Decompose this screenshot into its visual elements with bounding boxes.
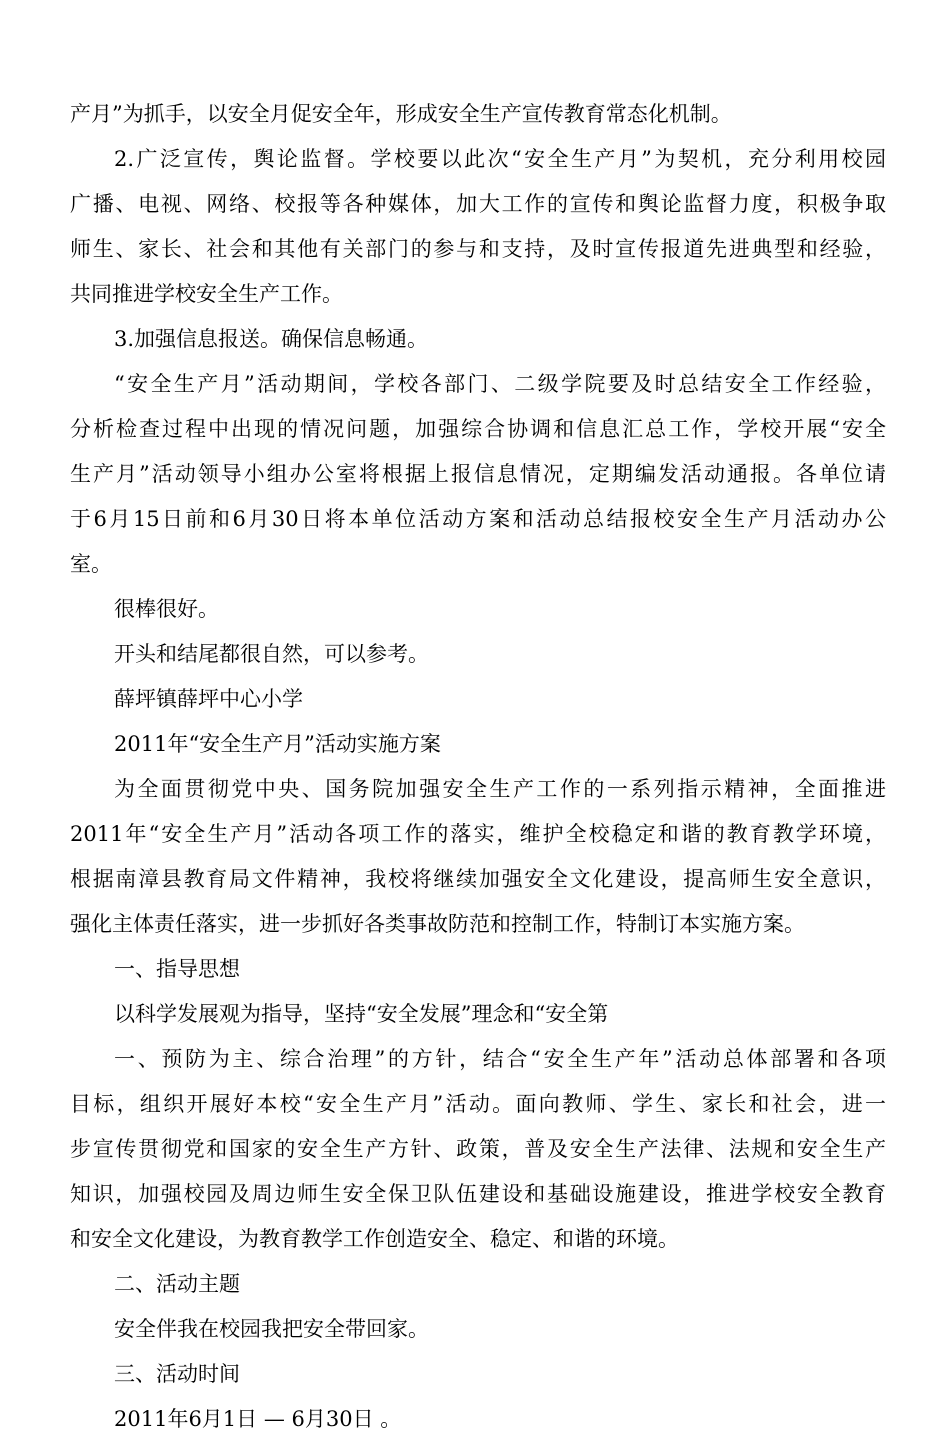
document-page: [70, 92, 886, 1442]
paragraph-line: 知识，加强校园及周边师生安全保卫队伍建设和基础设施建设，推进学校安全教育: [70, 1182, 886, 1206]
paragraph-line: 共同推进学校安全生产工作。: [70, 282, 343, 306]
paragraph-line: 生产月”活动领导小组办公室将根据上报信息情况，定期编发活动通报。各单位请: [70, 462, 886, 486]
section-heading: 三、活动时间: [114, 1362, 240, 1386]
paragraph-line: 室。: [70, 552, 112, 576]
paragraph-line: 强化主体责任落实，进一步抓好各类事故防范和控制工作，特制订本实施方案。: [70, 912, 805, 936]
paragraph-line: 于6月15日前和6月30日将本单位活动方案和活动总结报校安全生产月活动办公: [70, 507, 886, 531]
paragraph-line: 目标，组织开展好本校“安全生产月”活动。面向教师、学生、家长和社会，进一: [70, 1092, 886, 1116]
paragraph-line: 3.加强信息报送。确保信息畅通。: [114, 327, 429, 351]
section-heading: 二、活动主题: [114, 1272, 240, 1296]
paragraph-line: 产月”为抓手，以安全月促安全年，形成安全生产宣传教育常态化机制。: [70, 102, 732, 126]
paragraph-line: “安全生产月”活动期间，学校各部门、二级学院要及时总结安全工作经验，: [114, 372, 886, 396]
paragraph-line: 和安全文化建设，为教育教学工作创造安全、稳定、和谐的环境。: [70, 1227, 679, 1251]
paragraph-line: 根据南漳县教育局文件精神，我校将继续加强安全文化建设，提高师生安全意识，: [70, 867, 886, 891]
paragraph-line: 很棒很好。: [114, 597, 219, 621]
paragraph-line: 一、预防为主、综合治理”的方针，结合“安全生产年”活动总体部署和各项: [114, 1047, 886, 1071]
paragraph-line: 步宣传贯彻党和国家的安全生产方针、政策，普及安全生产法律、法规和安全生产: [70, 1137, 886, 1161]
paragraph-line: 开头和结尾都很自然，可以参考。: [114, 642, 429, 666]
school-name: 薛坪镇薛坪中心小学: [114, 687, 303, 711]
paragraph-line: 2.广泛宣传，舆论监督。学校要以此次“安全生产月”为契机，充分利用校园: [114, 147, 886, 171]
paragraph-line: 以科学发展观为指导，坚持“安全发展”理念和“安全第: [114, 1002, 609, 1026]
paragraph-line: 为全面贯彻党中央、国务院加强安全生产工作的一系列指示精神，全面推进: [114, 777, 886, 801]
paragraph-line: 2011年“安全生产月”活动各项工作的落实，维护全校稳定和谐的教育教学环境，: [70, 822, 886, 846]
paragraph-line: 安全伴我在校园我把安全带回家。: [114, 1317, 429, 1341]
paragraph-line: 广播、电视、网络、校报等各种媒体，加大工作的宣传和舆论监督力度，积极争取: [70, 192, 886, 216]
paragraph-line: 2011年6月1日 — 6月30日 。: [114, 1407, 402, 1431]
document-title: 2011年“安全生产月”活动实施方案: [114, 732, 441, 756]
paragraph-line: 分析检查过程中出现的情况问题，加强综合协调和信息汇总工作，学校开展“安全: [70, 417, 886, 441]
section-heading: 一、指导思想: [114, 957, 240, 981]
paragraph-line: 师生、家长、社会和其他有关部门的参与和支持，及时宣传报道先进典型和经验，: [70, 237, 886, 261]
